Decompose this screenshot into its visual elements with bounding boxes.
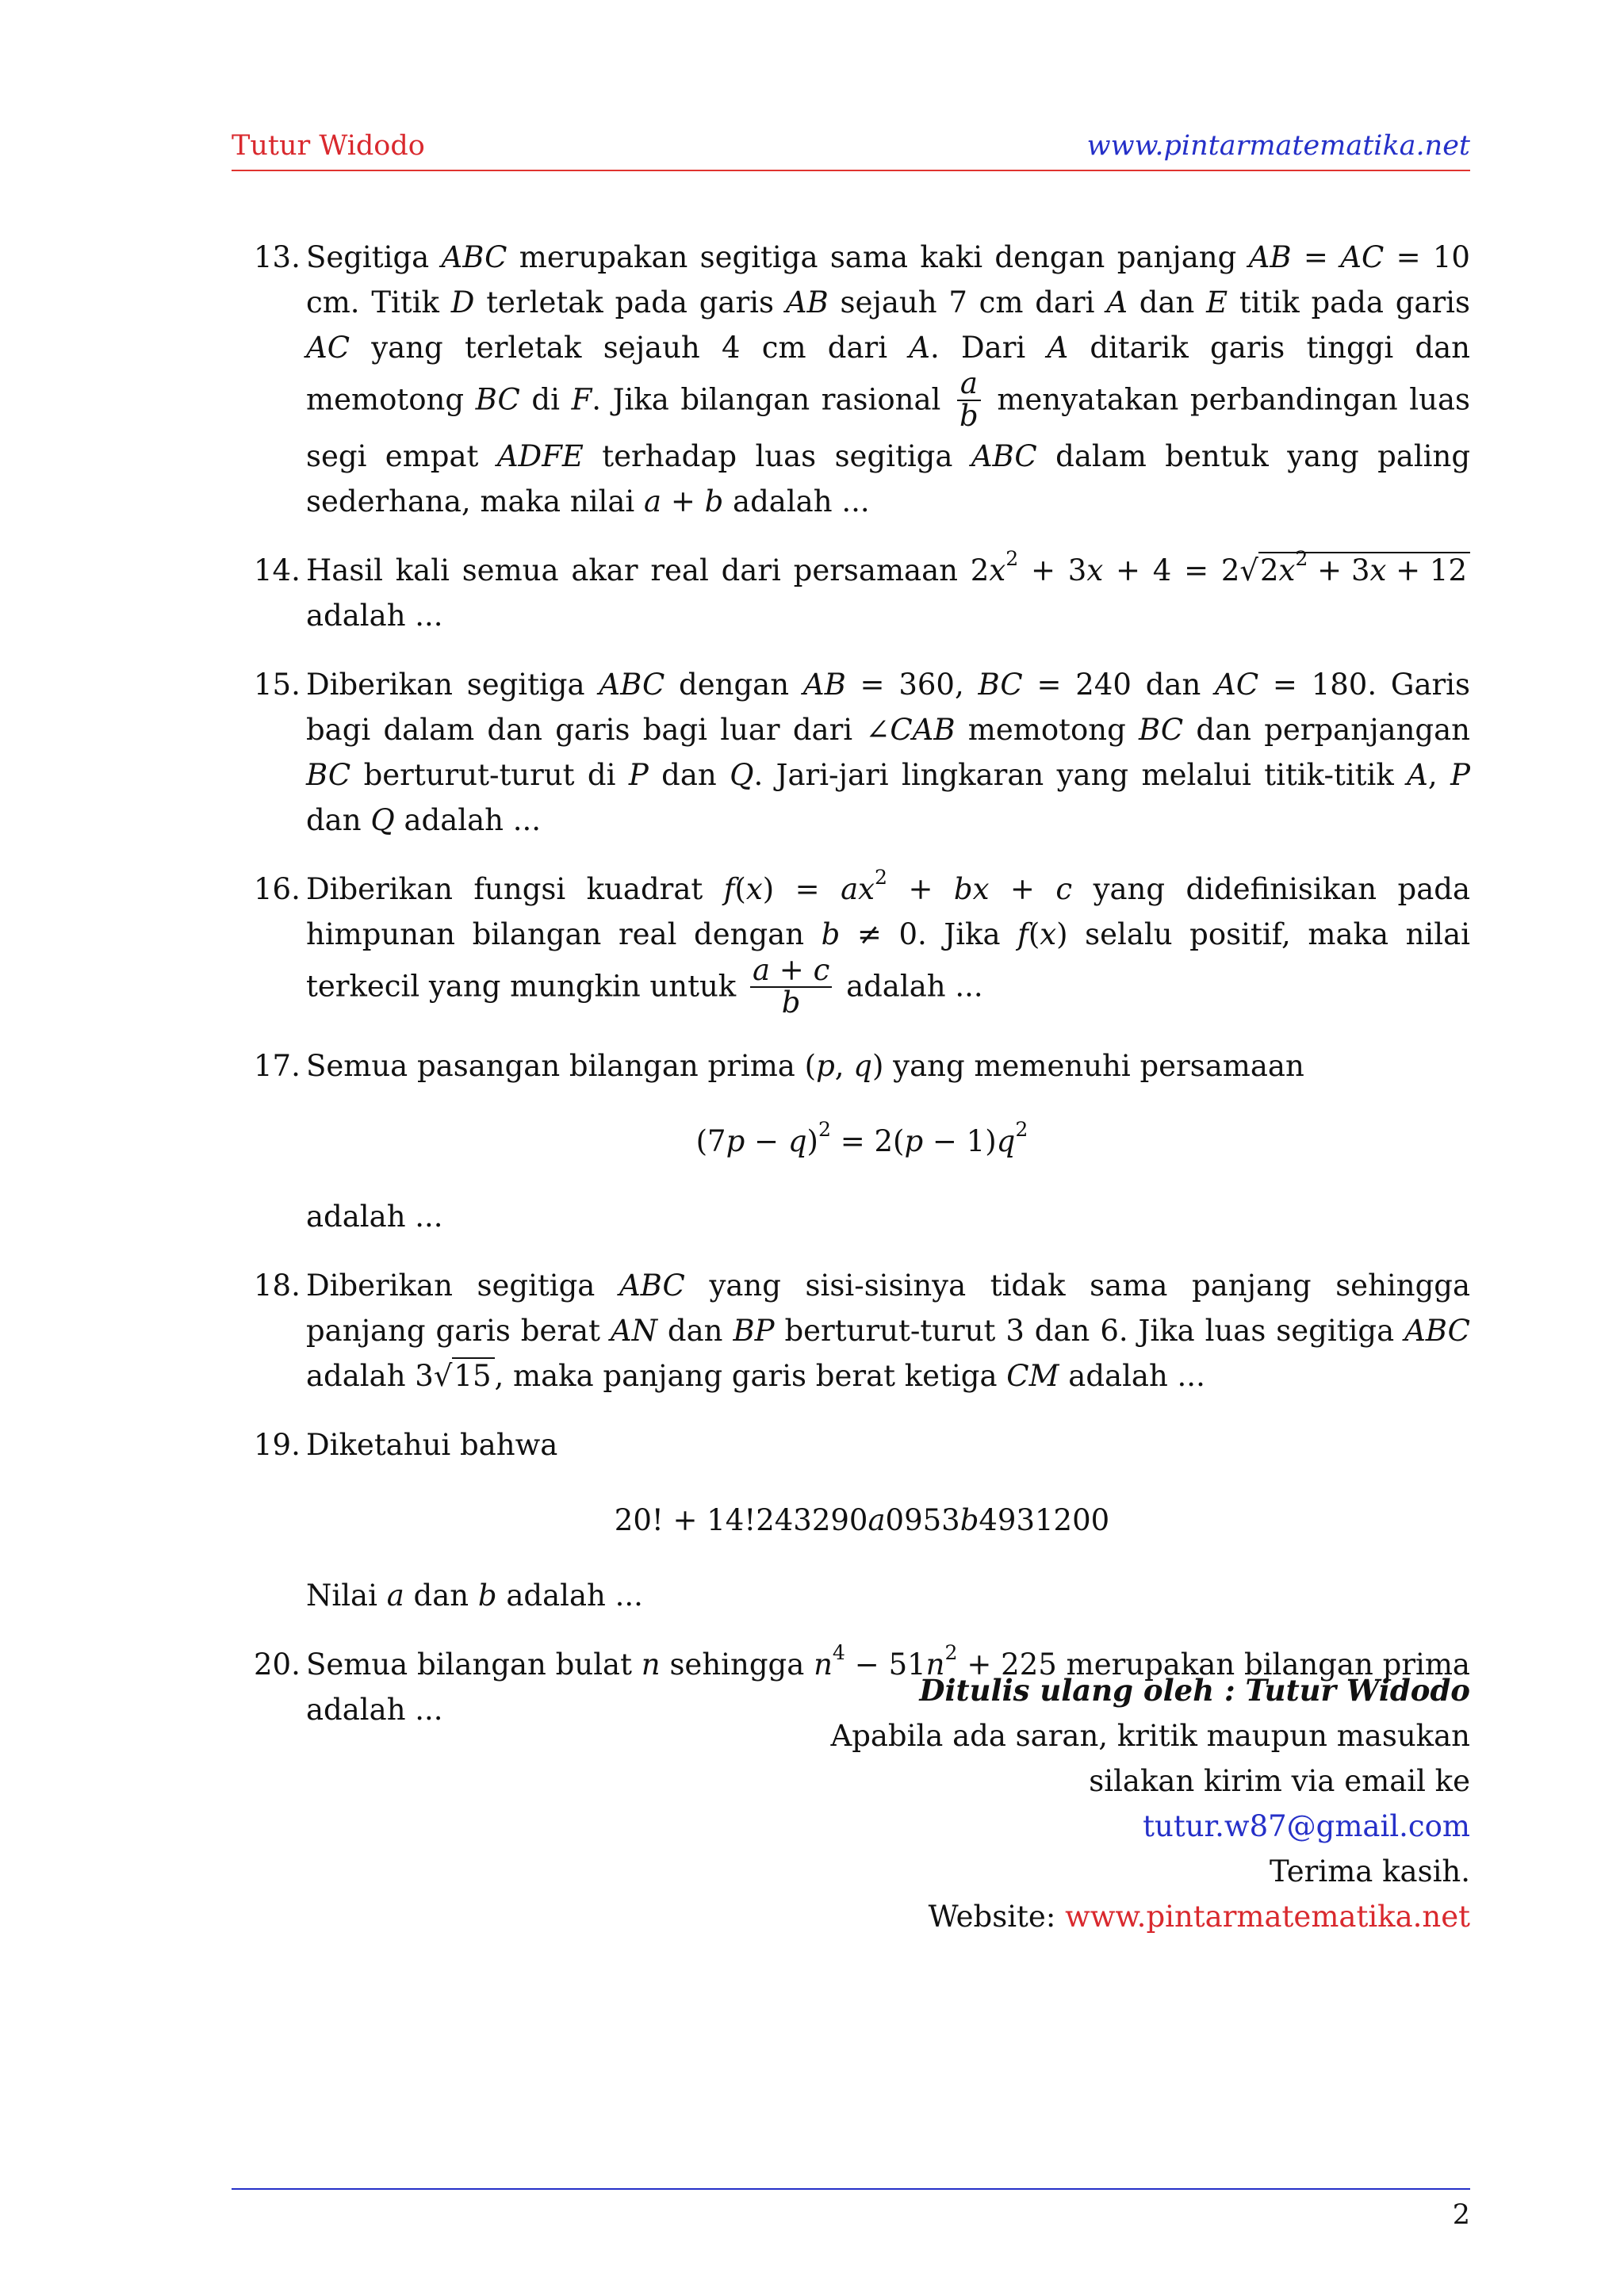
fraction-a-plus-c-over-b: $\frac{a + c}{b}$ (750, 955, 832, 1019)
problem-number: 16. (254, 871, 301, 906)
problem-number: 19. (254, 1428, 301, 1463)
footer-divider (232, 2188, 1470, 2190)
problem-16: 16. Diberikan fungsi kuadrat $f(x) = ax^2$ + bx + c yang didefinisikan pada himpunan bilangan real dengan b ≠ 0. Jika f(x) selalu positif, maka nilai terkecil yang mungkin untuk $\frac{a + c}{b}$ adalah ... (254, 865, 1470, 1020)
signature-line-2: silakan kirim via email ke (1089, 1764, 1470, 1798)
problem-number: 15. (254, 667, 301, 702)
problem-number: 14. (254, 553, 301, 587)
problem-number: 20. (254, 1647, 301, 1682)
website-label: Website: (928, 1900, 1066, 1934)
author-signature (830, 1668, 1470, 1939)
header-author: Tutur Widodo (232, 130, 425, 162)
problem-list (254, 235, 1470, 1756)
problem-20: 20. Semua bilangan bulat n sehingga $n^4 - 51n^2 + 225$ merupakan bilangan prima adalah ... (254, 1641, 1470, 1728)
email-link[interactable]: tutur.w87@gmail.com (1143, 1809, 1470, 1843)
header-website-link[interactable]: www.pintarmatematika.net (1086, 130, 1470, 162)
problem-18: 18. Diberikan segitiga ABC yang sisi-sisinya tidak sama panjang sehingga panjang garis berat AN dan BP berturut-turut 3 dan 6. Jika luas segitiga ABC adalah 3√15 , maka panjang garis berat ketiga CM adalah ... (254, 1263, 1470, 1399)
problem-number: 17. (254, 1049, 301, 1084)
square-root-expression: √15 (434, 1353, 495, 1399)
display-equation: $(7p - q)^2 = 2(p - 1)q^2$ (695, 1118, 1028, 1159)
page-header (232, 125, 1470, 171)
problem-14: 14. Hasil kali semua akar real dari persamaan $2x^2 + 3x + 4 = 2√2x^2 + 3x + 12$ adalah ... (254, 548, 1470, 638)
problem-19: 19. Diketahui bahwa 20! + 14!243290a0953b4931200 Nilai a dan b adalah ... (254, 1422, 1470, 1618)
problem-15: 15. Diberikan segitiga ABC dengan AB = 360, BC = 240 dan AC = 180. Garis bagi dalam dan garis bagi luar dari ∠CAB memotong BC dan perpanjangan BC berturut-turut di P dan Q. Jari-jari lingkaran yang melalui titik-titik A, P dan Q adalah ... (254, 662, 1470, 843)
problem-17: 17. Semua pasangan bilangan prima (p, q) yang memenuhi persamaan $(7p - q)^2 = 2(p - 1)q^2$ adalah ... (254, 1043, 1470, 1239)
signature-line-1: Apabila ada saran, kritik maupun masukan (830, 1719, 1470, 1753)
website-link[interactable]: www.pintarmatematika.net (1065, 1900, 1470, 1934)
page-number: 2 (1452, 2199, 1470, 2231)
display-equation: 20! + 14!243290a0953b4931200 (614, 1503, 1110, 1538)
problem-13: 13. Segitiga ABC merupakan segitiga sama kaki dengan panjang AB = AC = 10 cm. Titik D terletak pada garis AB sejauh 7 cm dari A dan E titik pada garis AC yang terletak sejauh 4 cm dari A. Dari A ditarik garis tinggi dan memotong BC di F. Jika bilangan rasional $\frac{a}{b}$ menyatakan perbandingan luas segi empat ADFE terhadap luas segitiga ABC dalam bentuk yang paling sederhana, maka nilai a + b adalah ... (254, 235, 1470, 524)
problem-number: 18. (254, 1269, 301, 1303)
problem-number: 13. (254, 240, 301, 274)
square-root-expression: $√2x^2 + 3x + 12$ (1239, 548, 1470, 593)
fraction-a-over-b: $\frac{a}{b}$ (957, 369, 981, 432)
thanks-text: Terima kasih. (1269, 1854, 1470, 1888)
website-line (830, 1894, 1470, 1939)
written-by: Ditulis ulang oleh : Tutur Widodo (919, 1673, 1470, 1708)
